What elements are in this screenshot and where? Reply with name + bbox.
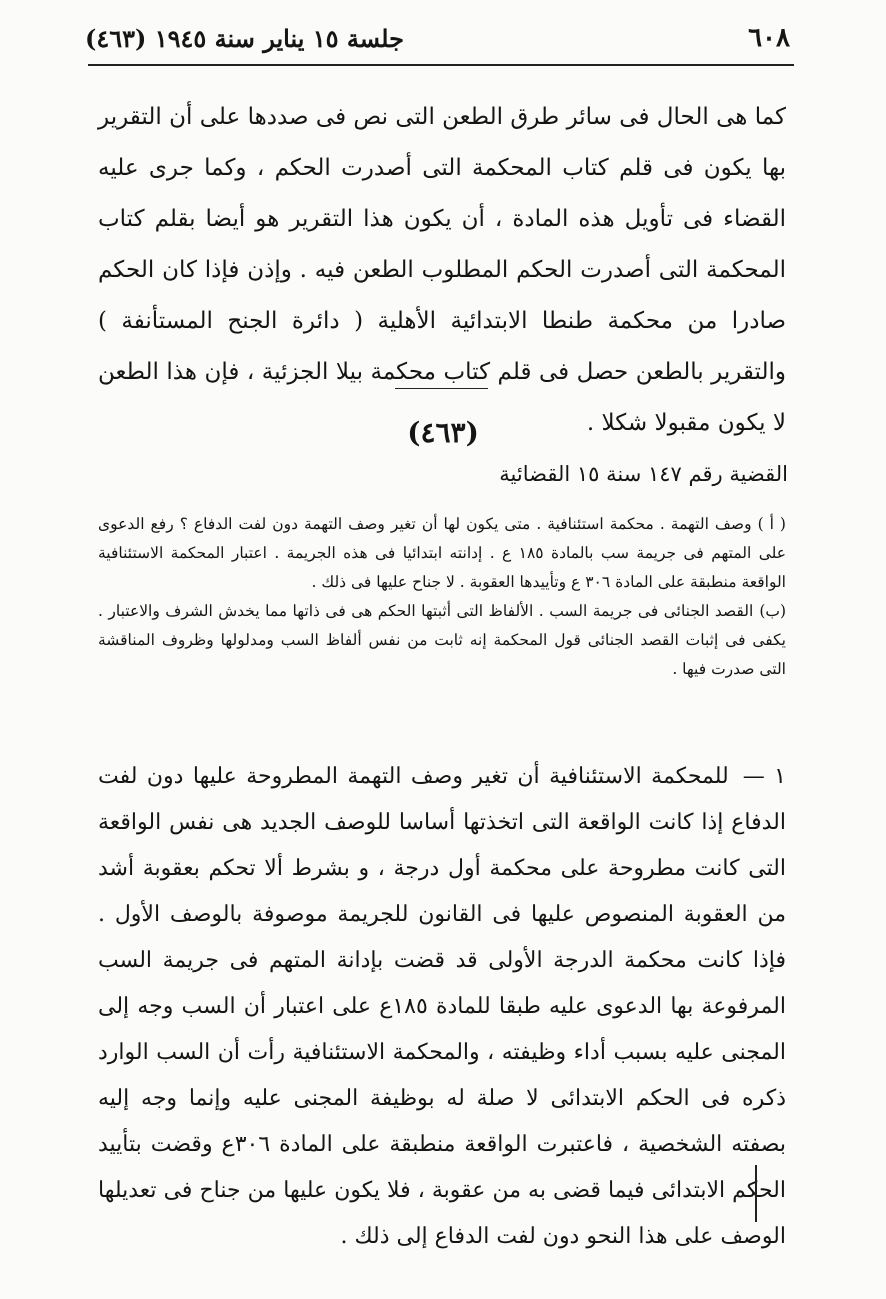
summary-label: ( أ ) [757,515,786,533]
summary-label: (ب) [759,602,786,620]
summary-item-a [98,510,786,597]
judgment-number: ١ — [742,764,786,789]
summary-text: وصف التهمة . محكمة استئنافية . متى يكون لها أن تغير وصف التهمة دون لفت الدفاع ؟ رفع الدعوى على المتهم فى جريمة سب بالمادة ١٨٥ ع . إدانته ابتدائيا فى هذه الجريمة . اعتبار المحكمة الاستئنافية الواقعة منطبقة على المادة ٣٠٦ ع وتأييدها العقوبة . لا جناح عليها فى ذلك . [98,515,786,591]
header-rule [88,64,794,66]
opening-paragraph: كما هى الحال فى سائر طرق الطعن التى نص فى صددها على أن التقرير بها يكون فى قلم كتاب المحكمة التى أصدرت الحكم ، وكما جرى عليه القضاء فى تأويل هذه المادة ، أن يكون هذا التقرير هو أيضا بقلم كتاب المحكمة التى أصدرت الحكم المطلوب الطعن فيه . وإذن فإذا كان الحكم صادرا من محكمة طنطا الابتدائية الأهلية ( دائرة الجنح المستأنفة ) والتقرير بالطعن حصل فى قلم كتاب محكمة بيلا الجزئية ، فإن هذا الطعن لا يكون مقبولا شكلا . [98,104,786,436]
judgment-text: للمحكمة الاستئنافية أن تغير وصف التهمة المطروحة عليها دون لفت الدفاع إذا كانت الواقعة التى اتخذتها أساسا للوصف الجديد هى نفس الواقعة التى كانت مطروحة على محكمة أول درجة ، و بشرط ألا تحكم بعقوبة أشد من العقوبة المنصوص عليها فى القانون للجريمة موصوفة بالوصف الأول . فإذا كانت محكمة الدرجة الأولى قد قضت بإدانة المتهم فى جريمة السب المرفوعة بها الدعوى عليه طبقا للمادة ١٨٥ع على اعتبار أن السب وجه إلى المجنى عليه بسبب أداء وظيفته ، والمحكمة الاستئنافية رأت أن السب الوارد ذكره فى الحكم الابتدائى لا صلة له بوظيفة المجنى عليه وإنما وجه إليه بصفته الشخصية ، فاعتبرت الواقعة منطبقة على المادة ٣٠٦ع وقضت بتأييد الحكم الابتدائى فيما قضى به من عقوبة ، فلا يكون عليها من جناح فى تعديلها الوصف على هذا النحو دون لفت الدفاع إلى ذلك . [98,764,786,1249]
page-number: ٦٠٨ [748,23,790,53]
case-number: (٤٦٣) [407,416,479,449]
summary-text: القصد الجنائى فى جريمة السب . الألفاظ التى أثبتها الحكم هى فى ذاتها مما يخدش الشرف والاعتبار . يكفى فى إثبات القصد الجنائى قول المحكمة إنه ثابت من نفس ألفاظ السب ومدلولها وظروف المناقشة التى صدرت فيها . [98,602,786,678]
section-divider [395,388,488,389]
case-summary [98,510,786,684]
summary-item-b [98,597,786,684]
page-header [85,18,790,58]
judgment-paragraph [98,754,786,1260]
session-heading: جلسة ١٥ يناير سنة ١٩٤٥ (٤٦٣) [85,23,404,53]
margin-mark [755,1165,757,1222]
case-title: القضية رقم ١٤٧ سنة ١٥ القضائية [499,462,788,486]
